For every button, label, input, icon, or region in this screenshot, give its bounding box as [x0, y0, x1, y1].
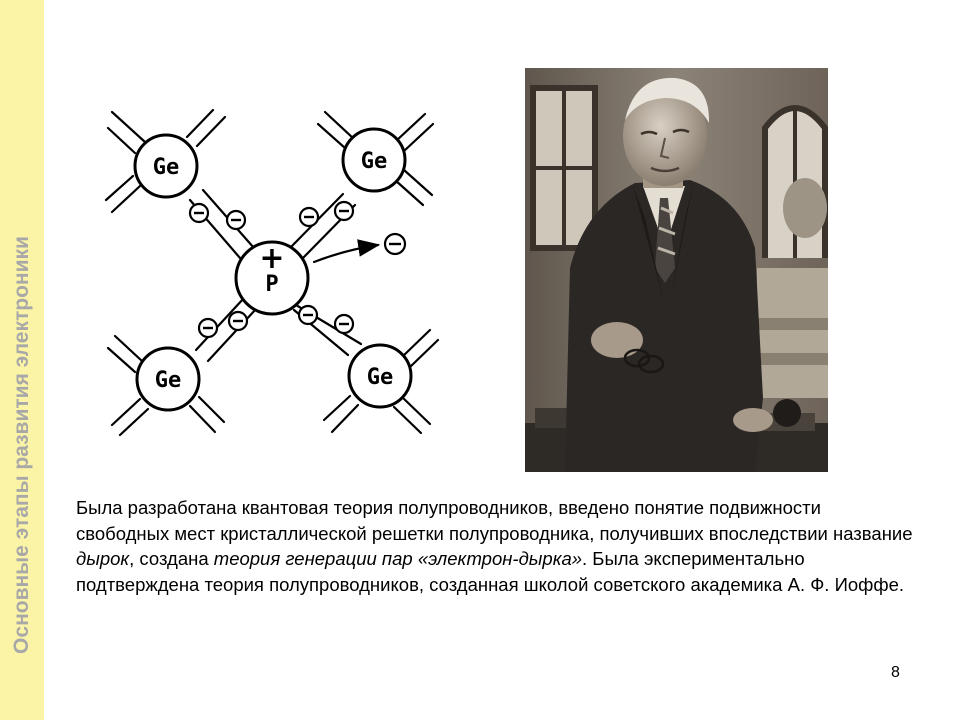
- page-number: 8: [891, 664, 900, 681]
- ge-label-4: Ge: [366, 365, 394, 390]
- p-plus-sign: +: [259, 241, 285, 276]
- ge-label-1: Ge: [152, 155, 180, 180]
- body-paragraph: [76, 495, 916, 597]
- slide-side-title: Основные этапы развития электроники: [10, 236, 33, 654]
- lattice-diagram: [100, 96, 440, 446]
- body-text-part-3: . Была экспериментально подтверждена теория полупроводников, созданная школой советского академика А. Ф. Иоффе.: [76, 548, 905, 595]
- ge-label-3: Ge: [154, 368, 182, 393]
- ge-label-2: Ge: [360, 149, 388, 174]
- term-pair-generation: теория генерации пар «электрон-дырка»: [213, 548, 583, 569]
- academician-photo: [525, 68, 828, 472]
- body-text-part-1: Была разработана квантовая теория полупроводников, введено понятие подвижности свободных мест кристаллической решетки полупроводника, получивших впоследствии название: [76, 497, 913, 544]
- body-text-part-2: , создана: [129, 548, 214, 569]
- p-label: P: [265, 272, 279, 297]
- term-holes: дырок: [76, 548, 130, 569]
